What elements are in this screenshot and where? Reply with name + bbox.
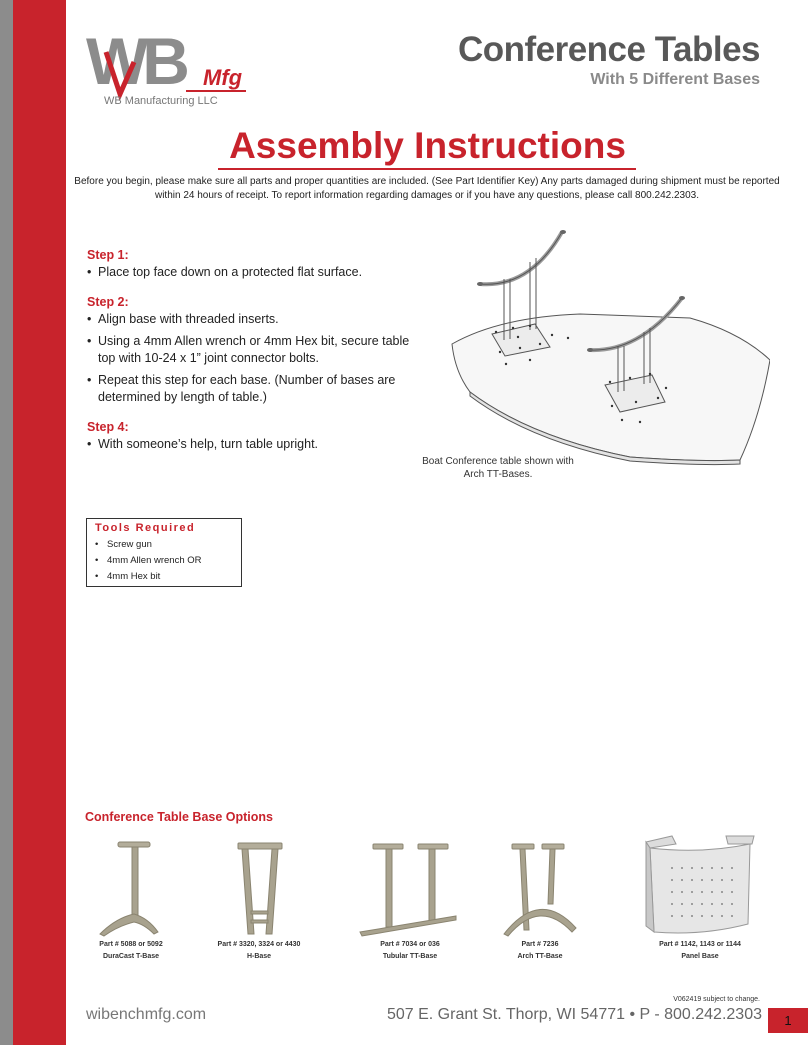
tool-item: • 4mm Allen wrench OR xyxy=(95,553,233,569)
document-title: Conference Tables xyxy=(457,30,760,69)
tubular-tt-base-icon xyxy=(358,838,462,938)
base-option-tubular-tt-base xyxy=(358,838,462,962)
logo-wb-text: WB xyxy=(86,24,184,98)
base-name: DuraCast T-Base xyxy=(102,953,160,960)
base-part-number: Part # 7034 or 036 xyxy=(380,941,440,948)
base-option-t-base xyxy=(92,838,170,962)
assembly-steps xyxy=(87,248,417,467)
base-part-number: Part # 5088 or 5092 xyxy=(99,941,163,948)
table-assembly-illustration xyxy=(440,222,770,472)
h-base-icon xyxy=(224,838,294,938)
base-part-number: Part # 1142, 1143 or 1144 xyxy=(659,941,741,948)
base-option-arch-tt-base xyxy=(500,838,580,962)
panel-base-icon xyxy=(642,832,758,938)
tools-required-box xyxy=(86,518,242,587)
base-options-title: Conference Table Base Options xyxy=(85,810,274,824)
step-1-title: Step 1: xyxy=(87,248,129,262)
page-heading: Assembly Instructions xyxy=(229,125,626,166)
step-4-title: Step 4: xyxy=(87,420,129,434)
footer-address: 507 E. Grant St. Thorp, WI 54771 • P - 800.242.2303 xyxy=(386,1006,762,1023)
t-base-icon xyxy=(96,838,166,938)
tools-list xyxy=(95,537,233,585)
step-1-item: • Place top face down on a protected flat surface. xyxy=(87,264,417,281)
base-name: Panel Base xyxy=(681,953,719,960)
arch-tt-base-icon xyxy=(500,838,580,938)
base-part-number: Part # 7236 xyxy=(521,941,559,948)
step-4-item: • With someone’s help, turn table upright. xyxy=(87,436,417,453)
footer-revision: V062419 subject to change. xyxy=(673,996,760,1003)
step-4-list xyxy=(87,436,417,453)
step-2-title: Step 2: xyxy=(87,295,129,309)
base-name: Arch TT-Base xyxy=(517,953,563,960)
intro-paragraph: Before you begin, please make sure all parts and proper quantities are included. (See Part Identifier Key) Any parts damaged during shipment must be reported within 24 hours of receipt. To report information regarding damages or if you have any questions, please call 800.242.2303. xyxy=(74,176,780,201)
footer-website[interactable]: wibenchmfg.com xyxy=(86,1006,207,1023)
logo-mfg-text: Mfg xyxy=(203,65,243,90)
tools-title: Tools Required xyxy=(95,522,196,534)
base-name: H-Base xyxy=(246,953,272,960)
step-2-item: • Align base with threaded inserts. xyxy=(87,311,417,328)
tool-item: • Screw gun xyxy=(95,537,233,553)
base-option-h-base xyxy=(214,838,304,962)
tool-item: • 4mm Hex bit xyxy=(95,569,233,585)
document-subtitle: With 5 Different Bases xyxy=(590,71,760,88)
company-name: WB Manufacturing LLC xyxy=(104,95,218,107)
base-name: Tubular TT-Base xyxy=(382,953,438,960)
heading-underline xyxy=(218,168,636,170)
base-part-number: Part # 3320, 3324 or 4430 xyxy=(217,941,301,948)
step-1-list xyxy=(87,264,417,281)
base-option-panel-base xyxy=(630,832,770,962)
step-2-item: • Repeat this step for each base. (Number of bases are determined by length of table.) xyxy=(87,372,417,406)
step-2-list xyxy=(87,311,417,406)
step-2-item: • Using a 4mm Allen wrench or 4mm Hex bit, secure table top with 10-24 x 1” joint connector bolts. xyxy=(87,333,417,367)
page-number: 1 xyxy=(768,1008,808,1033)
illustration-caption: Boat Conference table shown with Arch TT-Bases. xyxy=(422,456,574,480)
